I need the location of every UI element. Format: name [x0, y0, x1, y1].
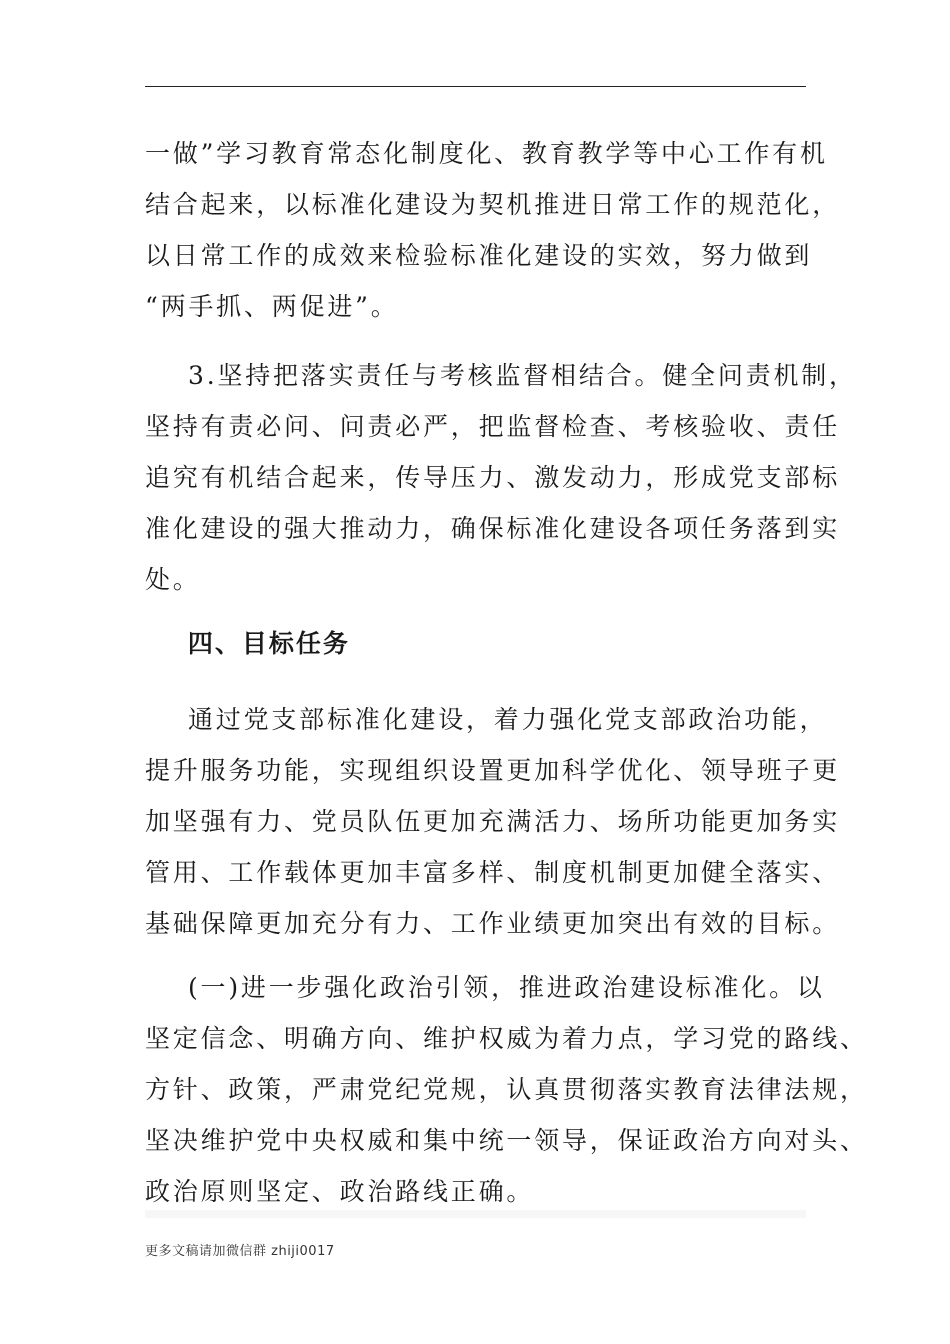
text-line: 处。 — [145, 565, 201, 594]
text-line: 提升服务功能，实现组织设置更加科学优化、领导班子更 — [145, 756, 841, 785]
text-line: 方针、政策，严肃党纪党规，认真贯彻落实教育法律法规， — [145, 1075, 868, 1104]
heading-text: 四、目标任务 — [145, 629, 350, 658]
header-rule — [145, 86, 806, 87]
text-line: (一)进一步强化政治引领，推进政治建设标准化。以 — [145, 973, 825, 1002]
text-line: 政治原则坚定、政治路线正确。 — [145, 1177, 535, 1206]
text-line: 通过党支部标准化建设，着力强化党支部政治功能， — [145, 705, 828, 734]
text-line: 准化建设的强大推动力，确保标准化建设各项任务落到实 — [145, 514, 841, 543]
section-heading — [145, 618, 806, 669]
text-line: 管用、工作载体更加丰富多样、制度机制更加健全落实、 — [145, 858, 841, 887]
text-line: 结合起来，以标准化建设为契机推进日常工作的规范化， — [145, 190, 841, 219]
text-line: 坚持有责必问、问责必严，把监督检查、考核验收、责任 — [145, 412, 841, 441]
text-line: 基础保障更加充分有力、工作业绩更加突出有效的目标。 — [145, 909, 841, 938]
text-line: 坚定信念、明确方向、维护权威为着力点，学习党的路线、 — [145, 1024, 868, 1053]
document-body — [145, 128, 868, 1210]
text-line: 加坚强有力、党员队伍更加充满活力、场所功能更加务实 — [145, 807, 841, 836]
paragraph-item-1 — [145, 962, 868, 1217]
content-bottom-edge — [145, 1210, 806, 1218]
text-line: “两手抓、两促进”。 — [145, 292, 399, 321]
text-line: 追究有机结合起来，传导压力、激发动力，形成党支部标 — [145, 463, 841, 492]
paragraph-goals — [145, 694, 841, 949]
text-line: 一做”学习教育常态化制度化、教育教学等中心工作有机 — [145, 139, 828, 168]
text-line: 坚决维护党中央权威和集中统一领导，保证政治方向对头、 — [145, 1126, 868, 1155]
paragraph-continuation — [145, 128, 841, 332]
paragraph-item-3 — [145, 350, 857, 605]
text-line: 以日常工作的成效来检验标准化建设的实效，努力做到 — [145, 241, 813, 270]
text-line: 3.坚持把落实责任与考核监督相结合。健全问责机制， — [145, 361, 857, 390]
footer-note: 更多文稿请加微信群 zhiji0017 — [145, 1244, 335, 1259]
